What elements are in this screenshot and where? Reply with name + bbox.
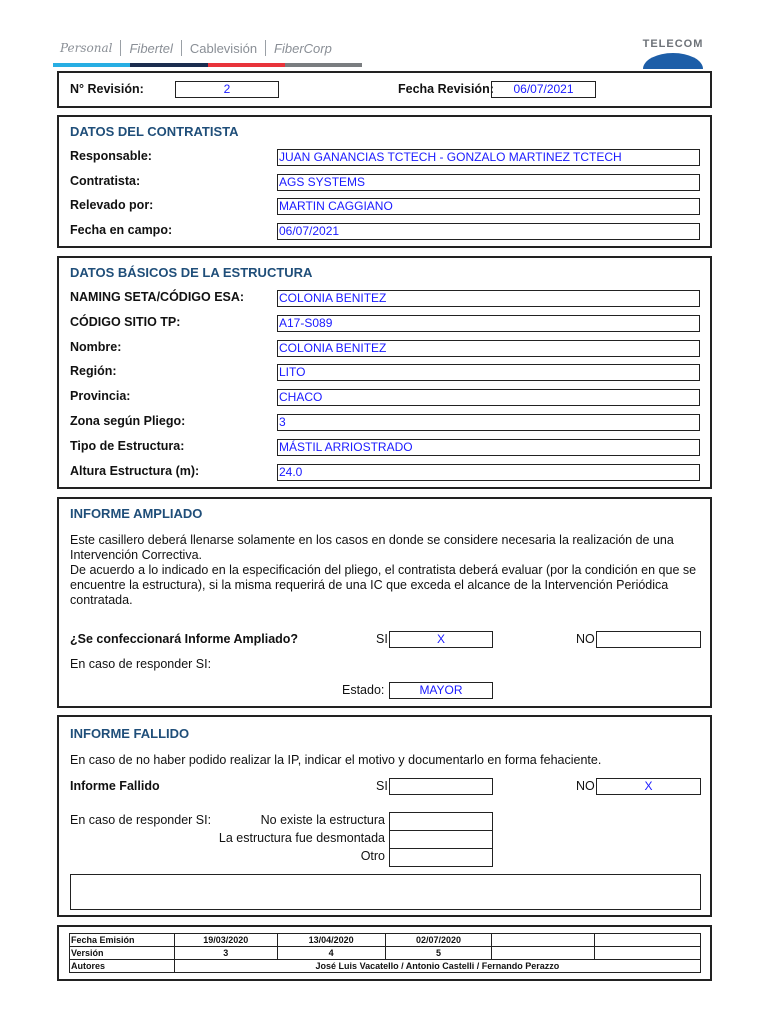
extended-report-description: Este casillero deberá llenarse solamente en los casos en donde se considere necesaria la realización de una Intervención Correctiva. bbox=[70, 533, 674, 562]
contractor-section bbox=[57, 115, 712, 248]
table-cell: 3 bbox=[174, 947, 277, 960]
altura-estructura-field[interactable]: 24.0 bbox=[277, 464, 700, 481]
revision-number-field[interactable]: 2 bbox=[175, 81, 279, 98]
brand-logos bbox=[52, 38, 340, 58]
extended-report-si-field[interactable]: X bbox=[389, 631, 493, 648]
structure-section bbox=[57, 256, 712, 489]
responsable-label: Responsable: bbox=[70, 149, 152, 163]
provincia-field[interactable]: CHACO bbox=[277, 389, 700, 406]
brand-fibertel-logo: Fibertel bbox=[129, 40, 173, 56]
section-title: DATOS BÁSICOS DE LA ESTRUCTURA bbox=[70, 265, 313, 280]
telecom-logo-text: TELECOM bbox=[642, 38, 704, 50]
region-field[interactable]: LITO bbox=[277, 364, 700, 381]
brand-bar-segment bbox=[285, 63, 362, 67]
brand-personal-logo: Personal bbox=[60, 41, 113, 55]
relevado-por-label: Relevado por: bbox=[70, 198, 154, 212]
naming-seta-label: NAMING SETA/CÓDIGO ESA: bbox=[70, 290, 245, 304]
reason-desmontada-label: La estructura fue desmontada bbox=[218, 831, 385, 845]
failed-report-si-field[interactable] bbox=[389, 778, 493, 795]
fecha-campo-field[interactable]: 06/07/2021 bbox=[277, 223, 700, 240]
fecha-campo-label: Fecha en campo: bbox=[70, 223, 173, 237]
section-title: INFORME FALLIDO bbox=[70, 726, 190, 741]
table-cell: 02/07/2020 bbox=[385, 934, 492, 947]
table-cell: 19/03/2020 bbox=[174, 934, 277, 947]
si-label: SI bbox=[376, 632, 388, 646]
contratista-field[interactable]: AGS SYSTEMS bbox=[277, 174, 700, 191]
extended-report-instructions: De acuerdo a lo indicado en la especificación del pliego, el contratista deberá evaluar (por la condición en que se encuentre la estructura), si la misma requerirá de una IC que exceda el alcance de la Intervención Periódica contratada. bbox=[70, 563, 697, 607]
nombre-field[interactable]: COLONIA BENITEZ bbox=[277, 340, 700, 357]
tipo-estructura-field[interactable]: MÁSTIL ARRIOSTRADO bbox=[277, 439, 700, 456]
failed-report-comment-box[interactable] bbox=[70, 874, 701, 910]
nombre-label: Nombre: bbox=[70, 340, 122, 354]
failed-report-section bbox=[57, 715, 712, 917]
no-label: NO bbox=[576, 779, 595, 793]
brand-bar-segment bbox=[208, 63, 285, 67]
si-label: SI bbox=[376, 779, 388, 793]
table-row bbox=[70, 947, 701, 960]
responsable-field[interactable]: JUAN GANANCIAS TCTECH - GONZALO MARTINEZ TCTECH bbox=[277, 149, 700, 166]
table-cell: 13/04/2020 bbox=[277, 934, 385, 947]
reason-otro-label: Otro bbox=[360, 849, 385, 863]
codigo-sitio-field[interactable]: A17-S089 bbox=[277, 315, 700, 332]
reason-otro-field[interactable] bbox=[389, 848, 493, 867]
extended-report-section bbox=[57, 497, 712, 708]
telecom-arc-icon bbox=[643, 53, 703, 69]
brand-bar-segment bbox=[53, 63, 130, 67]
revision-date-field[interactable]: 06/07/2021 bbox=[491, 81, 596, 98]
table-row bbox=[70, 960, 701, 973]
reason-no-existe-label: No existe la estructura bbox=[260, 813, 385, 827]
table-cell: 5 bbox=[385, 947, 492, 960]
tipo-estructura-label: Tipo de Estructura: bbox=[70, 439, 185, 453]
failed-report-question: Informe Fallido bbox=[70, 779, 160, 793]
extended-report-question: ¿Se confeccionará Informe Ampliado? bbox=[70, 632, 299, 646]
conditional-label: En caso de responder SI: bbox=[70, 813, 212, 827]
zona-pliego-label: Zona según Pliego: bbox=[70, 414, 186, 428]
row-header: Autores bbox=[70, 960, 175, 973]
contratista-label: Contratista: bbox=[70, 174, 141, 188]
reason-desmontada-field[interactable] bbox=[389, 830, 493, 849]
altura-estructura-label: Altura Estructura (m): bbox=[70, 464, 200, 478]
table-cell bbox=[595, 934, 701, 947]
extended-report-no-field[interactable] bbox=[596, 631, 701, 648]
reason-no-existe-field[interactable] bbox=[389, 812, 493, 831]
version-history-table bbox=[69, 933, 701, 973]
estado-field[interactable]: MAYOR bbox=[389, 682, 493, 699]
conditional-label: En caso de responder SI: bbox=[70, 657, 212, 671]
zona-pliego-field[interactable]: 3 bbox=[277, 414, 700, 431]
section-title: INFORME AMPLIADO bbox=[70, 506, 203, 521]
codigo-sitio-label: CÓDIGO SITIO TP: bbox=[70, 315, 181, 329]
row-header: Fecha Emisión bbox=[70, 934, 175, 947]
table-row bbox=[70, 934, 701, 947]
authors-cell: José Luis Vacatello / Antonio Castelli / Fernando Perazzo bbox=[174, 960, 700, 973]
failed-report-no-field[interactable]: X bbox=[596, 778, 701, 795]
section-title: DATOS DEL CONTRATISTA bbox=[70, 124, 239, 139]
brand-color-bar bbox=[53, 63, 362, 67]
table-cell bbox=[595, 947, 701, 960]
telecom-logo bbox=[638, 38, 708, 69]
table-cell bbox=[492, 934, 595, 947]
version-history-section bbox=[57, 925, 712, 981]
brand-cablevision-logo: Cablevisión bbox=[189, 40, 258, 56]
region-label: Región: bbox=[70, 364, 117, 378]
table-cell: 4 bbox=[277, 947, 385, 960]
row-header: Versión bbox=[70, 947, 175, 960]
revision-section bbox=[57, 71, 712, 108]
brand-bar-segment bbox=[130, 63, 207, 67]
revision-date-label: Fecha Revisión: bbox=[398, 82, 494, 96]
estado-label: Estado: bbox=[342, 683, 385, 697]
failed-report-instructions: En caso de no haber podido realizar la IP, indicar el motivo y documentarlo en forma fehaciente. bbox=[70, 753, 602, 767]
provincia-label: Provincia: bbox=[70, 389, 131, 403]
no-label: NO bbox=[576, 632, 595, 646]
brand-fibercorp-logo: FiberCorp bbox=[274, 40, 332, 56]
table-cell bbox=[492, 947, 595, 960]
naming-seta-field[interactable]: COLONIA BENITEZ bbox=[277, 290, 700, 307]
relevado-por-field[interactable]: MARTIN CAGGIANO bbox=[277, 198, 700, 215]
revision-number-label: N° Revisión: bbox=[70, 82, 144, 96]
